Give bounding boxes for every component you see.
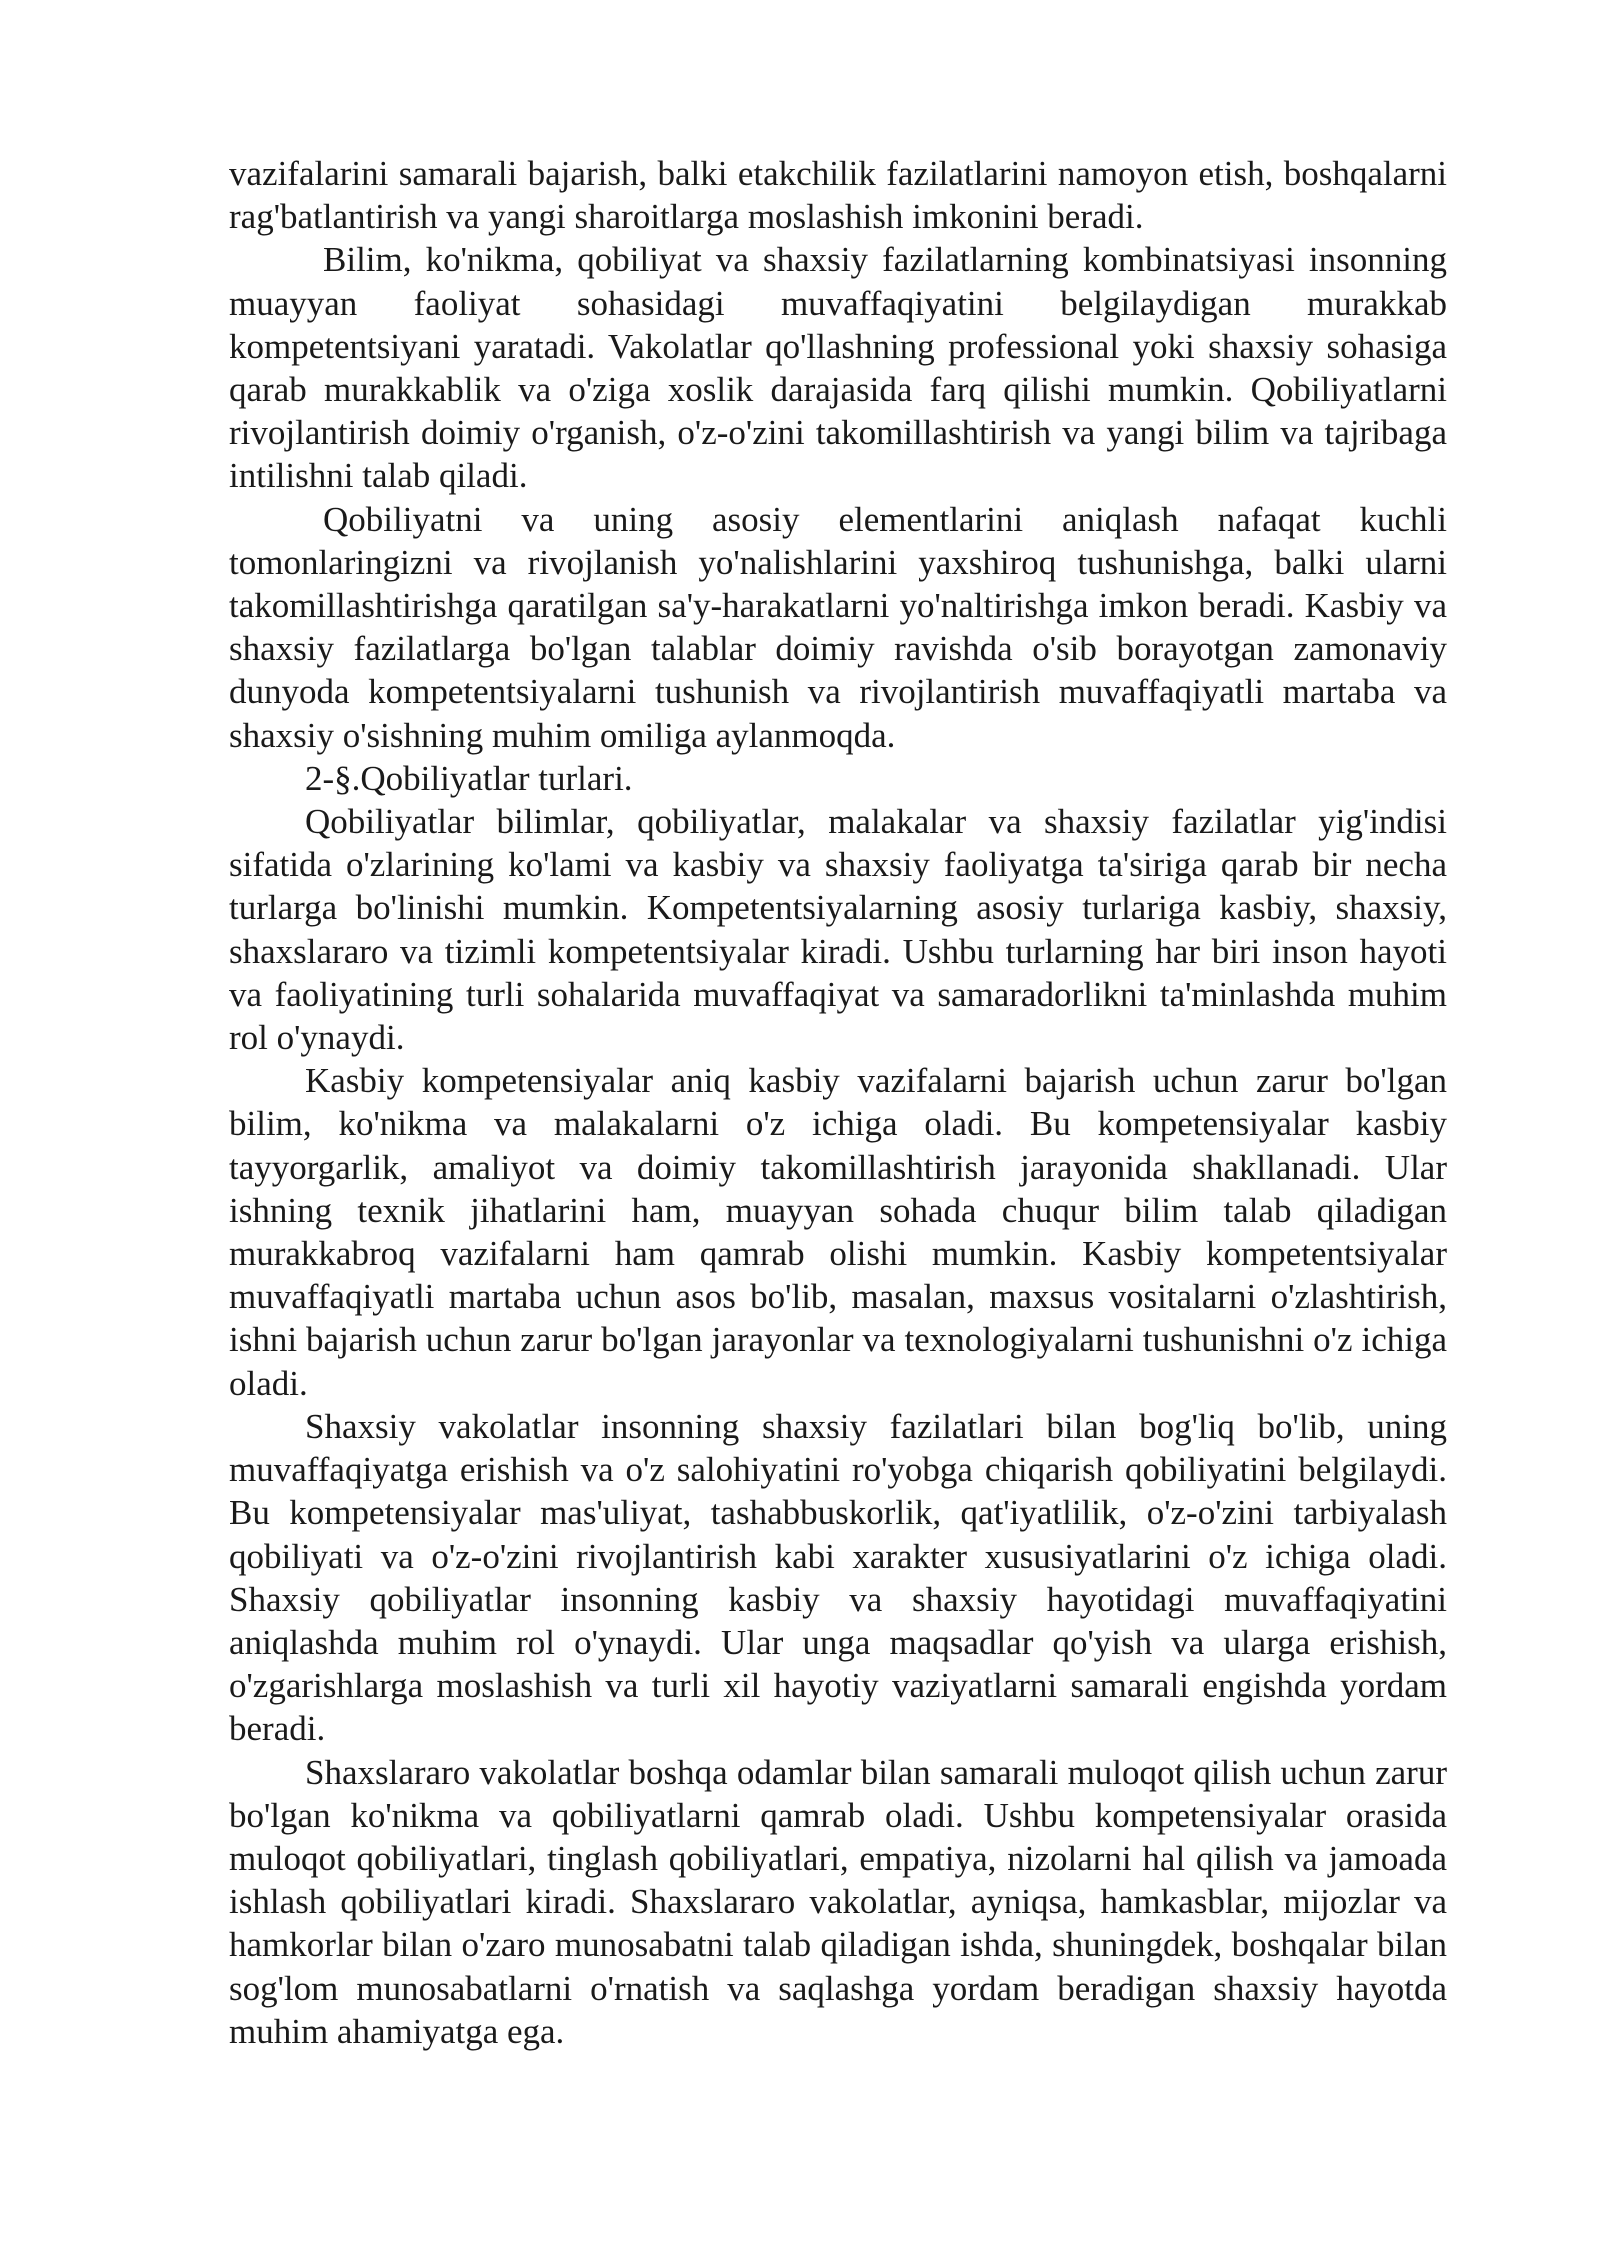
paragraph-personal-competences: Shaxsiy vakolatlar insonning shaxsiy fazilatlari bilan bog'liq bo'lib, uning muvaffaqiyatga erishish va o'z salohiyatini ro'yobga chiqarish qobiliyatini belgilaydi. Bu kompetensiyalar mas'uliyat, tashabbuskorlik, qat'iyatlilik, o'z-o'zini tarbiyalash qobiliyati va o'z-o'zini rivojlantirish kabi xarakter xususiyatlarini o'z ichiga oladi. Shaxsiy qobiliyatlar insonning kasbiy va shaxsiy hayotidagi muvaffaqiyatini aniqlashda muhim rol o'ynaydi. Ular unga maqsadlar qo'yish va ularga erishish, o'zgarishlarga moslashish va turli xil hayotiy vaziyatlarni samarali engishda yordam beradi. (229, 1406, 1447, 1749)
paragraph-competence-types: Qobiliyatlar bilimlar, qobiliyatlar, malakalar va shaxsiy fazilatlar yig'indisi sifatida o'zlarining ko'lami va kasbiy va shaxsiy faoliyatga ta'siriga qarab bir necha turlarga bo'linishi mumkin. Kompetentsiyalarning asosiy turlariga kasbiy, shaxsiy, shaxslararo va tizimli kompetentsiyalar kiradi. Ushbu turlarning har biri inson hayoti va faoliyatining turli sohalarida muvaffaqiyat va samaradorlikni ta'minlashda muhim rol o'ynaydi. (229, 802, 1447, 1058)
paragraph-continuation: vazifalarini samarali bajarish, balki etakchilik fazilatlarini namoyon etish, boshqalarni rag'batlantirish va yangi sharoitlarga moslashish imkonini beradi. (229, 154, 1447, 237)
document-page (229, 152, 1447, 2053)
section-heading: 2-§.Qobiliyatlar turlari. (305, 758, 633, 798)
paragraph-interpersonal-competences: Shaxslararo vakolatlar boshqa odamlar bilan samarali muloqot qilish uchun zarur bo'lgan ko'nikma va qobiliyatlarni qamrab oladi. Ushbu kompetensiyalar orasida muloqot qobiliyatlari, tinglash qobiliyatlari, empatiya, nizolarni hal qilish va jamoada ishlash qobiliyatlari kiradi. Shaxslararo vakolatlar, ayniqsa, hamkasblar, mijozlar va hamkorlar bilan o'zaro munosabatni talab qiladigan ishda, shuningdek, boshqalar bilan sog'lom munosabatlarni o'rnatish va saqlashga yordam beradigan shaxsiy hayotda muhim ahamiyatga ega. (229, 1752, 1447, 2051)
paragraph-professional-competences: Kasbiy kompetensiyalar aniq kasbiy vazifalarni bajarish uchun zarur bo'lgan bilim, ko'nikma va malakalarni o'z ichiga oladi. Bu kompetensiyalar kasbiy tayyorgarlik, amaliyot va doimiy takomillashtirish jarayonida shakllanadi. Ular ishning texnik jihatlarini ham, muayyan sohada chuqur bilim talab qiladigan murakkabroq vazifalarni ham qamrab olishi mumkin. Kasbiy kompetentsiyalar muvaffaqiyatli martaba uchun asos bo'lib, masalan, maxsus vositalarni o'zlashtirish, ishni bajarish uchun zarur bo'lgan jarayonlar va texnologiyalarni tushunishni o'z ichiga oladi. (229, 1061, 1447, 1403)
paragraph-identifying-competence: Qobiliyatni va uning asosiy elementlarini aniqlash nafaqat kuchli tomonlaringizni va rivojlanish yo'nalishlarini yaxshiroq tushunishga, balki ularni takomillashtirishga qaratilgan sa'y-harakatlarni yo'naltirishga imkon beradi. Kasbiy va shaxsiy fazilatlarga bo'lgan talablar doimiy ravishda o'sib borayotgan zamonaviy dunyoda kompetentsiyalarni tushunish va rivojlantirish muvaffaqiyatli martaba va shaxsiy o'sishning muhim omiliga aylanmoqda. (229, 499, 1447, 755)
paragraph-competence-combination: Bilim, ko'nikma, qobiliyat va shaxsiy fazilatlarning kombinatsiyasi insonning muayyan faoliyat sohasidagi muvaffaqiyatini belgilaydigan murakkab kompetentsiyani yaratadi. Vakolatlar qo'llashning professional yoki shaxsiy sohasiga qarab murakkablik va o'ziga xoslik darajasida farq qilishi mumkin. Qobiliyatlarni rivojlantirish doimiy o'rganish, o'z-o'zini takomillashtirish va yangi bilim va tajribaga intilishni talab qiladi. (229, 240, 1447, 496)
